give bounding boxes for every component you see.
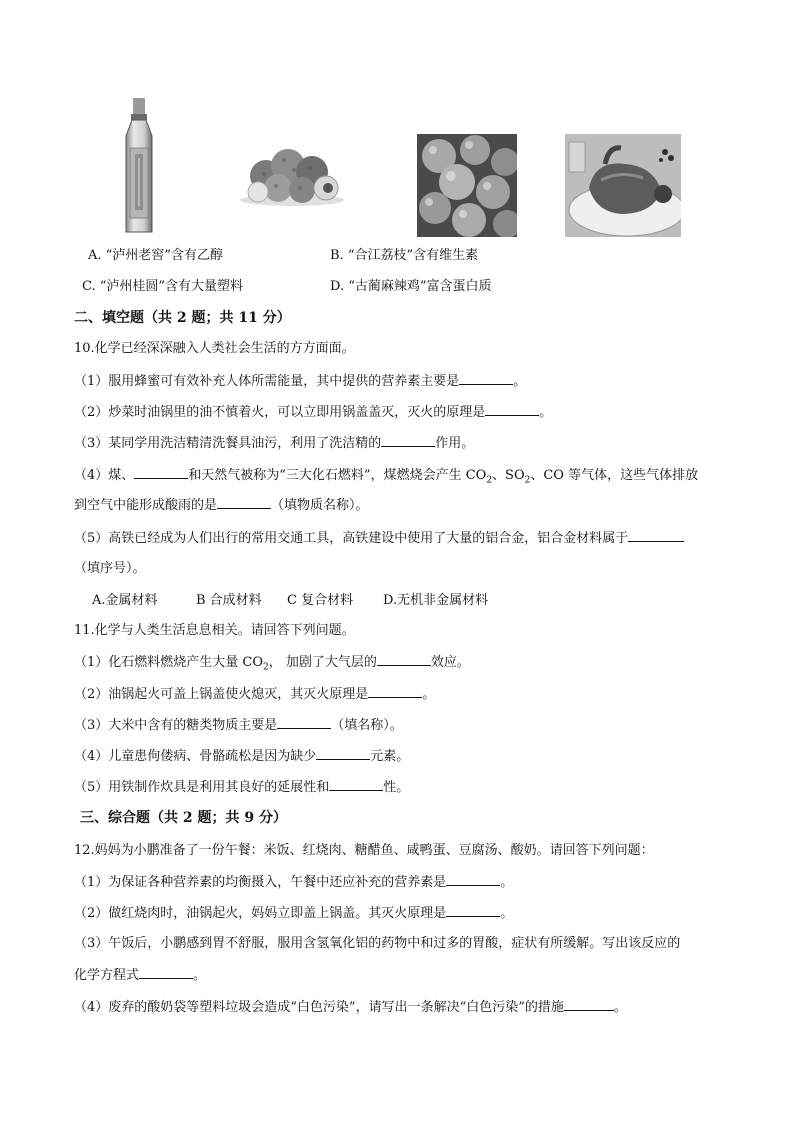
answer-blank[interactable] [316,747,370,760]
answer-blank[interactable] [134,466,188,479]
choice-c: C 复合材料 [287,593,354,608]
answer-blank[interactable] [329,778,383,791]
q12-part4-text: （4）废弃的酸奶袋等塑料垃圾会造成“白色污染”，请写出一条解决“白色污染”的措施 [74,1000,564,1015]
answer-blank[interactable] [446,904,500,917]
q11-part3-end: （填名称）。 [331,718,403,733]
q10-part4-line2 [74,496,369,515]
q12-part4 [74,998,627,1017]
q10-part2 [74,403,552,422]
q11-part2-text: （2）油锅起火可盖上锅盖使火熄灭，其灭火原理是 [74,687,369,702]
longan-photo [417,134,517,237]
answer-blank[interactable] [139,966,193,979]
section-heading: 三、综合题（共 2 题；共 9 分） [80,810,287,826]
answer-blank[interactable] [368,685,422,698]
q12-part3: （3）午饭后，小鹏感到胃不舒服，服用含氢氧化铝的药物中和过多的胃酸，症状有所缓解。写出该反应的 [74,936,681,951]
q10-part4-text: 和天然气被称为“三大化石燃料”，煤燃烧会产生 CO [188,468,487,483]
q11-part2 [74,685,435,704]
spicy-chicken-photo [565,134,681,237]
q11-part1-end: 效应。 [430,655,470,670]
answer-blank[interactable] [277,716,331,729]
answer-blank[interactable] [628,529,684,542]
option-a: A. “泸州老窖”含有乙醇 [88,248,223,263]
subscript: 2 [524,475,531,486]
q11-part5-end: 性。 [383,780,410,795]
q12-part4-end: 。 [613,1000,627,1015]
q11-part5-text: （5）用铁制作炊具是利用其良好的延展性和 [74,780,330,795]
subscript: 2 [263,662,269,673]
q10-part4-text: （4）煤、 [74,468,135,483]
q10-part5 [74,529,684,548]
q12-part1-end: 。 [500,875,514,890]
subscript: 2 [486,475,493,486]
q10-part1-end: 。 [513,374,527,389]
question-stem: 12.妈妈为小鹏准备了一份午餐：米饭、红烧肉、糖醋鱼、咸鸭蛋、豆腐汤、酸奶。请回答下列问题： [74,843,654,858]
q11-part4 [74,747,409,766]
q12-part2-text: （2）做红烧肉时，油锅起火，妈妈立即盖上锅盖。其灭火原理是 [74,906,447,921]
choice-b: B 合成材料 [196,593,262,608]
answer-blank[interactable] [485,403,539,416]
q12-part3-end: 。 [193,968,207,983]
q12-part1 [74,873,513,892]
q10-part3 [74,434,474,453]
q12-part1-text: （1）为保证各种营养素的均衡摄入，午餐中还应补充的营养素是 [74,875,447,890]
q11-part1 [74,653,470,677]
q12-part3-text: 化学方程式 [74,968,140,983]
choice-a: A.金属材料 [92,593,158,608]
q10-part1 [74,372,526,391]
liquor-bottle-photo [118,96,160,236]
option-b: B. “合江荔枝”含有维生素 [330,248,479,263]
q10-part4-end: （填物质名称）。 [271,498,369,513]
q10-part4-text: 、CO 等气体，这些气体排放 [530,468,699,483]
option-c: C. “泸州桂圆”含有大量塑料 [82,279,244,294]
q11-part2-end: 。 [422,687,436,702]
q10-part3-end: 作用。 [435,436,475,451]
choice-d: D.无机非金属材料 [383,593,489,608]
answer-blank[interactable] [377,653,431,666]
q12-part2-end: 。 [500,906,514,921]
q10-part3-text: （3）某同学用洗洁精清洗餐具油污，利用了洗洁精的 [74,436,382,451]
question-stem: 10.化学已经深深融入人类社会生活的方方面面。 [74,341,355,356]
q12-part2 [74,904,513,923]
q10-part5-text: （5）高铁已经成为人们出行的常用交通工具，高铁建设中使用了大量的铝合金，铝合金材料属于 [74,531,629,546]
q10-part2-end: 。 [539,405,553,420]
answer-blank[interactable] [217,496,271,509]
q11-part4-text: （4）儿童患佝偻病、骨骼疏松是因为缺少 [74,749,317,764]
option-d: D. “古蔺麻辣鸡”富含蛋白质 [330,279,492,294]
answer-blank[interactable] [459,372,513,385]
q11-part5 [74,778,409,797]
q11-part1-text: ， 加剧了大气层的 [268,655,377,670]
q10-part4 [74,466,698,490]
q12-part3-line2 [74,966,206,985]
q10-part4-text: 到空气中能形成酸雨的是 [74,498,218,513]
q10-part5-line2: （填序号）。 [74,561,146,576]
question-stem: 11.化学与人类生活息息相关。请回答下列问题。 [74,623,355,638]
q10-part4-text: 、SO [492,468,525,483]
q11-part3-text: （3）大米中含有的糖类物质主要是 [74,718,278,733]
answer-blank[interactable] [564,998,614,1011]
q11-part4-end: 元素。 [370,749,410,764]
q11-part3 [74,716,403,735]
lychee-photo [236,130,348,208]
answer-blank[interactable] [446,873,500,886]
q11-part1-text: （1）化石燃料燃烧产生大量 CO [74,655,264,670]
q10-part1-text: （1）服用蜂蜜可有效补充人体所需能量，其中提供的营养素主要是 [74,374,460,389]
answer-blank[interactable] [381,434,435,447]
section-heading: 二、填空题（共 2 题；共 11 分） [74,310,291,326]
q10-part2-text: （2）炒菜时油锅里的油不慎着火，可以立即用锅盖盖灭，灭火的原理是 [74,405,486,420]
